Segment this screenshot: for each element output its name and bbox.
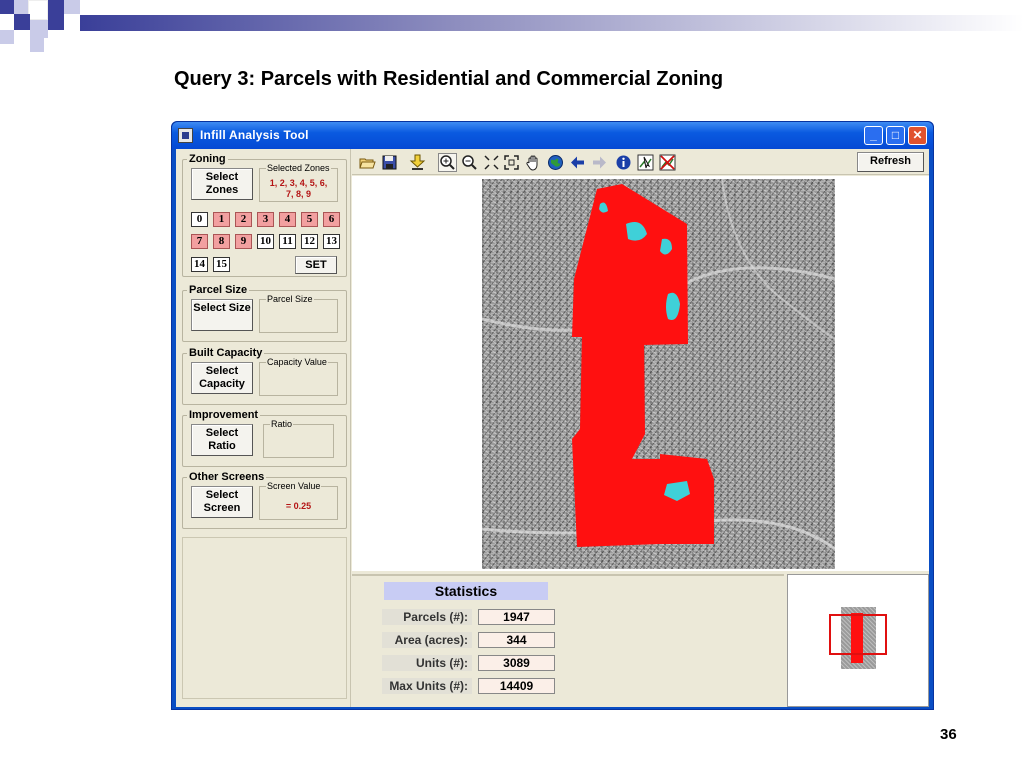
ratio-box [263,419,334,458]
close-button[interactable]: ✕ [908,126,927,145]
back-arrow-icon[interactable] [568,153,587,172]
zoning-group-label: Zoning [189,153,226,165]
stat-value-max-units: 14409 [478,678,555,694]
improvement-group-label: Improvement [189,409,259,421]
zone-toggle-9[interactable]: 9 [235,234,252,249]
parcel-selection-north [572,184,688,345]
deco-square [48,14,64,30]
parcel-size-box-label: Parcel Size [267,294,313,304]
zone-toggle-2[interactable]: 2 [235,212,252,227]
zone-toggle-15[interactable]: 15 [213,257,230,272]
zone-toggle-13[interactable]: 13 [323,234,340,249]
statistics-panel [352,574,784,707]
deco-square [28,0,48,20]
empty-panel-area [182,537,347,699]
app-icon [178,128,193,143]
select-screen-button[interactable]: Select Screen [191,486,253,518]
selected-zones-label: Selected Zones [267,163,330,173]
parcel-size-group [182,284,347,342]
parcel-selection-south [660,454,714,544]
screen-value: = 0.25 [285,501,312,511]
zone-toggle-5[interactable]: 5 [301,212,318,227]
deco-square [48,0,64,14]
zoom-in-icon[interactable] [438,153,457,172]
other-screens-group-label: Other Screens [189,471,265,483]
header-gradient-band [80,15,1024,31]
screen-value-box [259,481,338,520]
pan-icon[interactable] [524,153,543,172]
maximize-button[interactable]: □ [886,126,905,145]
set-zones-button[interactable]: SET [295,256,337,274]
statistics-title: Statistics [384,582,548,600]
select-features-icon[interactable] [636,153,655,172]
deco-square [64,0,80,14]
zone-toggle-3[interactable]: 3 [257,212,274,227]
window-client [176,149,929,707]
stat-value-units: 3089 [478,655,555,671]
zoom-out-icon[interactable] [460,153,479,172]
deco-square [30,20,48,38]
zone-toggle-6[interactable]: 6 [323,212,340,227]
page-number: 36 [940,726,957,743]
stat-label-max-units: Max Units (#): [382,678,472,694]
zoom-fixed-in-icon[interactable] [482,153,501,172]
full-extent-icon[interactable] [502,153,521,172]
select-ratio-button[interactable]: Select Ratio [191,424,253,456]
minimize-button[interactable]: _ [864,126,883,145]
zone-toggle-12[interactable]: 12 [301,234,318,249]
built-capacity-group [182,347,347,405]
slide-title: Query 3: Parcels with Residential and Commercial Zoning [174,68,724,90]
other-screens-group [182,471,347,529]
stat-label-area: Area (acres): [382,632,472,648]
capacity-value-box [259,357,338,396]
select-zones-button[interactable]: Select Zones [191,168,253,200]
ratio-label: Ratio [271,419,293,429]
deco-square [0,30,14,44]
parcel-size-box [259,294,338,333]
deco-square [14,14,30,30]
zone-toggle-14[interactable]: 14 [191,257,208,272]
map-toolbar [352,149,929,175]
map-view[interactable] [352,176,929,571]
app-window [171,121,934,710]
window-titlebar[interactable] [172,122,933,149]
stat-value-area: 344 [478,632,555,648]
overview-map[interactable] [787,574,929,707]
overview-extent-box[interactable] [829,614,887,655]
parcel-selection-middle [572,334,660,547]
stat-value-parcels: 1947 [478,609,555,625]
save-icon[interactable] [380,153,399,172]
add-layer-icon[interactable] [408,153,427,172]
zone-toggle-7[interactable]: 7 [191,234,208,249]
deco-square [30,38,44,52]
forward-arrow-icon[interactable] [590,153,609,172]
improvement-group [182,409,347,467]
selected-zones-value-line2: 7, 8, 9 [285,189,312,199]
deco-square [0,0,14,14]
capacity-value-label: Capacity Value [267,357,327,367]
identify-icon[interactable] [614,153,633,172]
open-icon[interactable] [358,153,377,172]
refresh-button[interactable]: Refresh [857,152,924,172]
parcel-size-group-label: Parcel Size [189,284,248,296]
window-title: Infill Analysis Tool [200,128,309,142]
zoning-group [182,153,347,277]
zone-toggle-10[interactable]: 10 [257,234,274,249]
selected-zones-value-line1: 1, 2, 3, 4, 5, 6, [269,178,328,188]
select-capacity-button[interactable]: Select Capacity [191,362,253,394]
aerial-photo [482,179,835,569]
parcel-overlay [482,179,835,569]
screen-value-label: Screen Value [267,481,321,491]
stat-label-parcels: Parcels (#): [382,609,472,625]
zone-toggle-11[interactable]: 11 [279,234,296,249]
zone-toggle-1[interactable]: 1 [213,212,230,227]
globe-icon[interactable] [546,153,565,172]
zone-toggle-8[interactable]: 8 [213,234,230,249]
zone-toggle-0[interactable]: 0 [191,212,208,227]
zone-toggle-4[interactable]: 4 [279,212,296,227]
selected-zones-box [259,163,338,202]
select-size-button[interactable]: Select Size [191,299,253,331]
query-panel [176,149,351,707]
stat-label-units: Units (#): [382,655,472,671]
built-capacity-group-label: Built Capacity [189,347,263,359]
deco-square [14,0,28,14]
clear-selection-icon[interactable] [658,153,677,172]
